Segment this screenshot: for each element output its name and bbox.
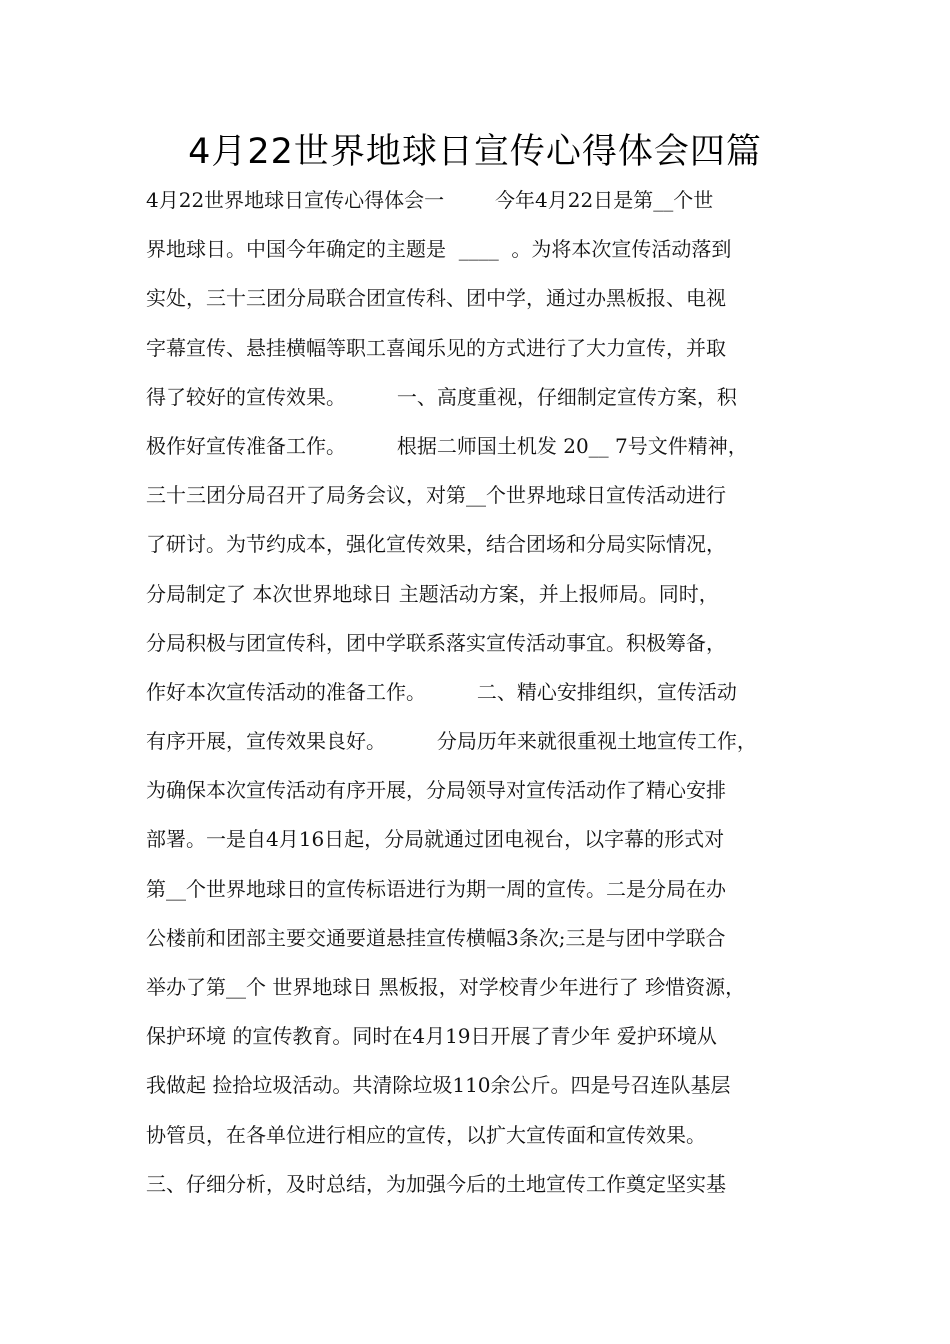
body-line: 三十三团分局召开了局务会议，对第__个世界地球日宣传活动进行: [146, 483, 726, 508]
body-line: 公楼前和团部主要交通要道悬挂宣传横幅3条次;三是与团中学联合: [146, 925, 726, 950]
body-line: 界地球日。中国今年确定的主题是 ____ 。为将本次宣传活动落到: [146, 237, 732, 262]
body-line: 4月22世界地球日宣传心得体会一 今年4月22日是第__个世: [146, 188, 714, 212]
body-line: 分局制定了 本次世界地球日 主题活动方案，并上报师局。同时，: [146, 581, 719, 606]
document-title: 4月22世界地球日宣传心得体会四篇: [188, 132, 762, 172]
body-line: 第__个世界地球日的宣传标语进行为期一周的宣传。二是分局在办: [146, 876, 726, 901]
body-line: 为确保本次宣传活动有序开展，分局领导对宣传活动作了精心安排: [146, 778, 726, 803]
body-line: 字幕宣传、悬挂横幅等职工喜闻乐见的方式进行了大力宣传，并取: [146, 335, 726, 360]
document-body: [146, 176, 826, 1209]
body-line: 有序开展，宣传效果良好。 分局历年来就很重视土地宣传工作，: [146, 729, 757, 754]
body-line: 举办了第__个 世界地球日 黑板报，对学校青少年进行了 珍惜资源，: [146, 975, 746, 999]
body-line: 分局积极与团宣传科，团中学联系落实宣传活动事宜。积极筹备，: [146, 630, 726, 655]
body-line: 作好本次宣传活动的准备工作。 二、精心安排组织，宣传活动: [146, 679, 737, 704]
body-line: 协管员，在各单位进行相应的宣传，以扩大宣传面和宣传效果。: [146, 1122, 706, 1147]
body-line: 了研讨。为节约成本，强化宣传效果，结合团场和分局实际情况，: [146, 532, 726, 557]
body-line: 极作好宣传准备工作。 根据二师国土机发 20__ 7号文件精神，: [146, 433, 748, 458]
body-line: 部署。一是自4月16日起，分局就通过团电视台，以字幕的形式对: [146, 827, 725, 852]
body-line: 保护环境 的宣传教育。同时在4月19日开展了青少年 爱护环境从: [146, 1024, 717, 1049]
body-line: 得了较好的宣传效果。 一、高度重视，仔细制定宣传方案，积: [146, 384, 737, 409]
body-line: 我做起 捡拾垃圾活动。共清除垃圾110余公斤。四是号召连队基层: [146, 1073, 731, 1098]
body-line: 实处，三十三团分局联合团宣传科、团中学，通过办黑板报、电视: [146, 286, 726, 311]
body-line: 三、仔细分析，及时总结，为加强今后的土地宣传工作奠定坚实基: [146, 1171, 726, 1196]
